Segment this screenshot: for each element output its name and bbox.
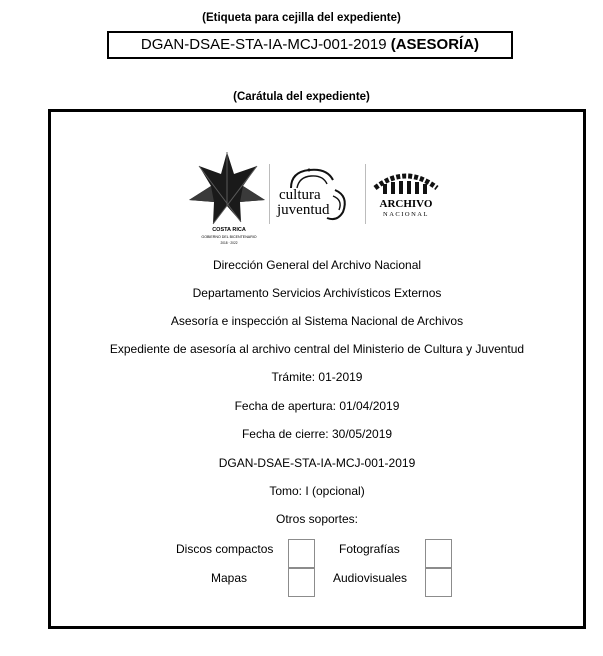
- closing-date-line: Fecha de cierre: 30/05/2019: [241, 427, 393, 441]
- compact-discs-checkbox[interactable]: [288, 539, 315, 568]
- department-line: Departamento Servicios Archivísticos Externos: [192, 286, 442, 300]
- file-code-line: DGAN-DSAE-STA-IA-MCJ-001-2019: [218, 456, 416, 470]
- costa-rica-logo-line2: GOBIERNO DEL BICENTENARIO: [201, 235, 257, 239]
- unit-line: Asesoría e inspección al Sistema Nacional de Archivos: [170, 314, 464, 328]
- logo-divider: [269, 164, 270, 224]
- directorate-line: Dirección General del Archivo Nacional: [212, 258, 422, 272]
- file-subject-line: Expediente de asesoría al archivo central del Ministerio de Cultura y Juventud: [109, 342, 525, 356]
- opening-date-line: Fecha de apertura: 01/04/2019: [234, 399, 400, 413]
- logo-strip: [51, 150, 583, 250]
- mcj-logo-word1: cultura: [279, 187, 321, 203]
- spine-label-box: [107, 31, 513, 59]
- logo-divider: [365, 164, 366, 224]
- cover-sheet: [48, 109, 586, 629]
- costa-rica-star-logo: [189, 150, 269, 246]
- archivo-nacional-logo: [371, 166, 441, 218]
- audiovisual-label: Audiovisuales: [333, 571, 408, 585]
- costa-rica-logo-line3: 2018 · 2022: [220, 241, 238, 245]
- archivo-logo-line1: ARCHIVO: [379, 198, 433, 210]
- maps-label: Mapas: [211, 571, 248, 585]
- maps-checkbox[interactable]: [288, 568, 315, 597]
- spine-label-tag: (ASESORÍA): [390, 36, 480, 53]
- compact-discs-label: Discos compactos: [176, 542, 274, 556]
- spine-label-code: DGAN-DSAE-STA-IA-MCJ-001-2019: [140, 36, 387, 53]
- procedure-line: Trámite: 01-2019: [271, 370, 363, 384]
- photographs-checkbox[interactable]: [425, 539, 452, 568]
- photographs-label: Fotografías: [339, 542, 400, 556]
- other-supports-line: Otros soportes:: [275, 512, 359, 526]
- audiovisual-checkbox[interactable]: [425, 568, 452, 597]
- archivo-logo-line2: NACIONAL: [383, 211, 429, 218]
- mcj-logo-word2: juventud: [277, 202, 330, 218]
- cover-heading: (Carátula del expediente): [233, 91, 370, 103]
- cultura-juventud-logo: [275, 166, 357, 226]
- spine-label-heading: (Etiqueta para cejilla del expediente): [202, 12, 401, 24]
- costa-rica-logo-line1: COSTA RICA: [212, 227, 246, 233]
- volume-line: Tomo: I (opcional): [269, 484, 365, 498]
